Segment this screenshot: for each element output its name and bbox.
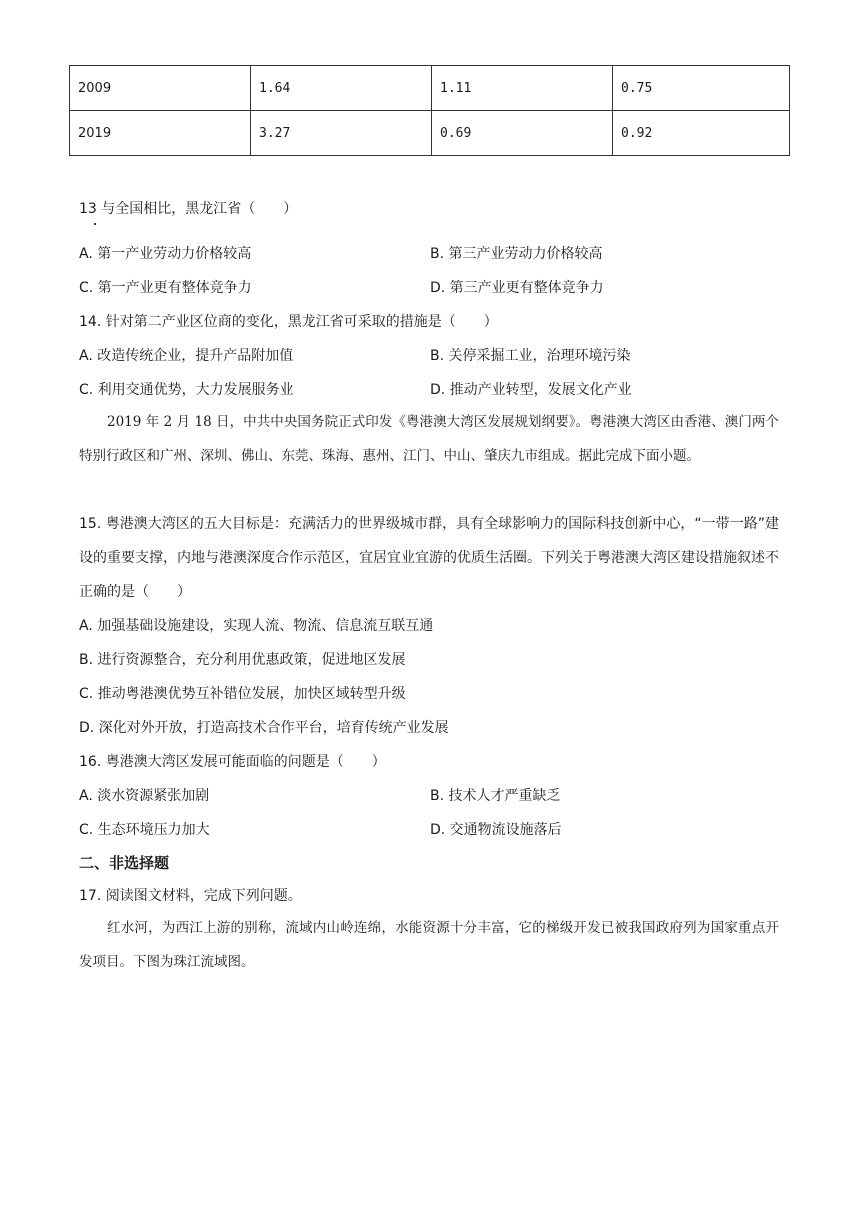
q14-option-c: C. 利用交通优势，大力发展服务业 (79, 382, 294, 398)
q15-option-a: A. 加强基础设施建设，实现人流、物流、信息流互联互通 (79, 618, 434, 634)
section-heading: 二、非选择题 (79, 854, 170, 872)
q13-option-c: C. 第一产业更有整体竞争力 (79, 280, 252, 296)
table-cell: 3.27 (251, 111, 432, 156)
table-cell: 0.69 (432, 111, 613, 156)
q16-option-b: B. 技术人才严重缺乏 (430, 788, 561, 804)
stray-dot (94, 223, 96, 225)
question-16-stem: 16. 粤港澳大湾区发展可能面临的问题是（ ） (79, 754, 386, 770)
question-17-stem: 17. 阅读图文材料，完成下列问题。 (79, 888, 302, 904)
table-cell: 1.11 (432, 66, 613, 111)
q15-option-c: C. 推动粤港澳优势互补错位发展，加快区域转型升级 (79, 686, 406, 702)
q15-option-b: B. 进行资源整合，充分利用优惠政策，促进地区发展 (79, 652, 406, 668)
table-cell: 2009 (70, 66, 251, 111)
table-row (70, 66, 790, 111)
passage-greater-bay-area: 2019 年 2 月 18 日，中共中央国务院正式印发《粤港澳大湾区发展规划纲要》。粤港澳大湾区由香港、澳门两个特别行政区和广州、深圳、佛山、东莞、珠海、惠州、江门、中山、肇庆九市组成。据此完成下面小题。 (79, 414, 779, 464)
q13-option-d: D. 第三产业更有整体竞争力 (430, 280, 604, 296)
question-13-stem: 13 与全国相比，黑龙江省（ ） (79, 201, 298, 217)
table-cell: 0.92 (613, 111, 790, 156)
table-cell: 1.64 (251, 66, 432, 111)
q15-option-d: D. 深化对外开放，打造高技术合作平台，培育传统产业发展 (79, 720, 449, 736)
q13-option-b: B. 第三产业劳动力价格较高 (430, 246, 603, 262)
q16-option-a: A. 淡水资源紧张加剧 (79, 788, 210, 804)
q14-option-d: D. 推动产业转型，发展文化产业 (430, 382, 632, 398)
question-15-stem: 15. 粤港澳大湾区的五大目标是：充满活力的世界级城市群，具有全球影响力的国际科技创新中心，“一带一路”建设的重要支撑，内地与港澳深度合作示范区，宜居宜业宜游的优质生活圈。下列关于粤港澳大湾区建设措施叙述不正确的是（ ） (79, 516, 779, 600)
q14-option-a: A. 改造传统企业，提升产品附加值 (79, 348, 294, 364)
q13-option-a: A. 第一产业劳动力价格较高 (79, 246, 252, 262)
table-cell: 2019 (70, 111, 251, 156)
q14-option-b: B. 关停采掘工业，治理环境污染 (430, 348, 631, 364)
data-table (69, 65, 790, 156)
table-row (70, 111, 790, 156)
question-14-stem: 14. 针对第二产业区位商的变化，黑龙江省可采取的措施是（ ） (79, 314, 498, 330)
passage-hongshui-river: 红水河，为西江上游的别称，流域内山岭连绵，水能资源十分丰富，它的梯级开发已被我国政府列为国家重点开发项目。下图为珠江流域图。 (79, 920, 779, 970)
q16-option-c: C. 生态环境压力加大 (79, 822, 210, 838)
q16-option-d: D. 交通物流设施落后 (430, 822, 562, 838)
table-cell: 0.75 (613, 66, 790, 111)
